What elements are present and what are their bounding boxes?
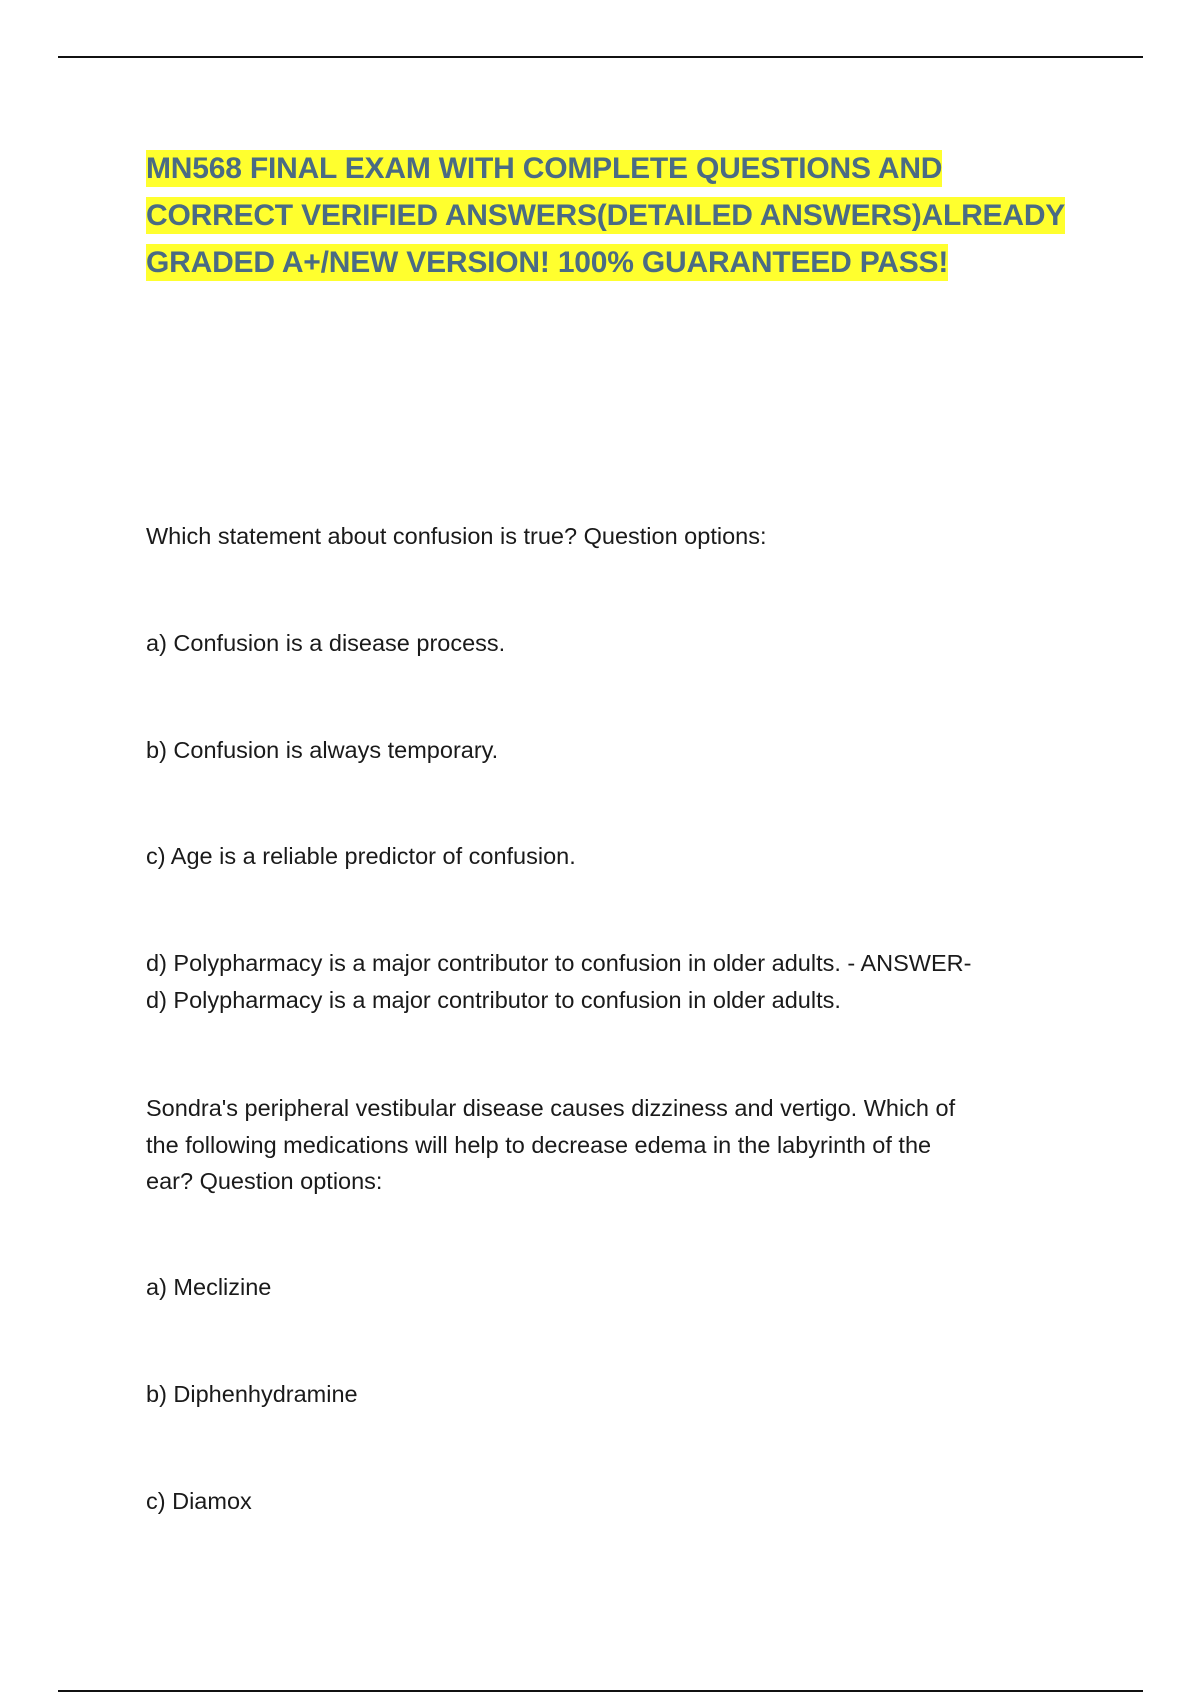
question-1-option-d: d) Polypharmacy is a major contributor to confusion in older adults. - ANSWER- [146,950,972,976]
question-1-option-c: c) Age is a reliable predictor of confusion. [146,843,576,869]
document-title [146,145,1076,286]
question-2-option-b: b) Diphenhydramine [146,1381,358,1407]
question-1-option-a: a) Confusion is a disease process. [146,630,506,656]
question-1-option-b: b) Confusion is always temporary. [146,737,499,763]
title-line-1: MN568 FINAL EXAM WITH COMPLETE QUESTIONS AND [146,152,943,185]
question-2-option-c: c) Diamox [146,1488,252,1514]
question-1-answer: d) Polypharmacy is a major contributor to confusion in older adults. [146,987,841,1013]
question-2-prompt-line-3: ear? Question options: [146,1168,383,1194]
question-2-prompt-line-2: the following medications will help to decrease edema in the labyrinth of the [146,1132,932,1158]
bottom-rule [58,1690,1143,1692]
question-2-option-a: a) Meclizine [146,1274,272,1300]
title-line-3: GRADED A+/NEW VERSION! 100% GUARANTEED PASS! [146,246,949,279]
title-line-2: CORRECT VERIFIED ANSWERS(DETAILED ANSWERS)ALREADY [146,199,1066,232]
top-rule [58,56,1143,58]
question-1-prompt: Which statement about confusion is true? Question options: [146,523,767,549]
question-2-prompt-line-1: Sondra's peripheral vestibular disease causes dizziness and vertigo. Which of [146,1095,956,1121]
